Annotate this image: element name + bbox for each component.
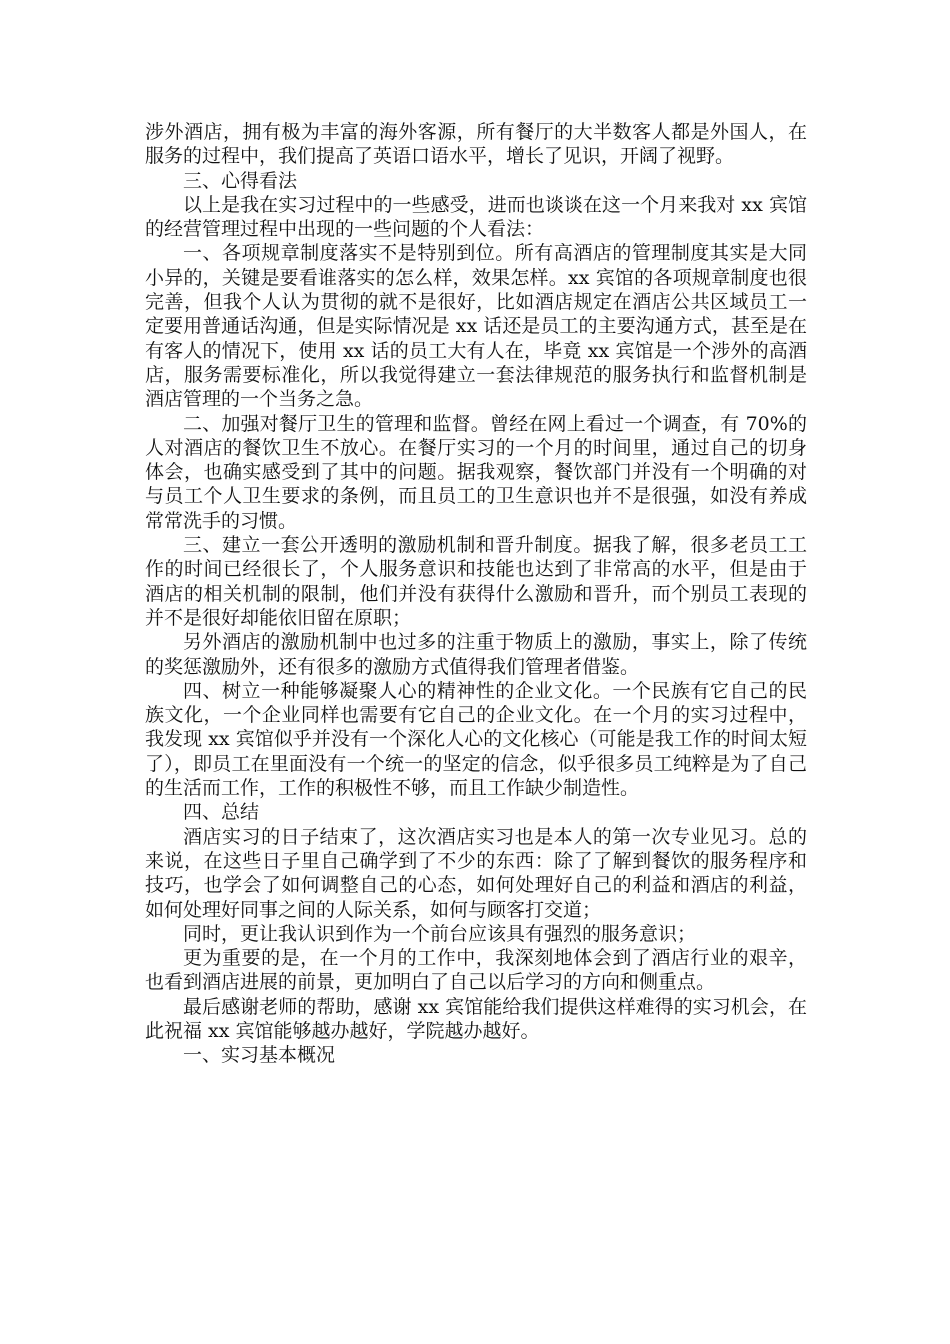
section-heading-summary: 四、总结 [183,801,260,824]
paragraph-point-hygiene: 二、加强对餐厅卫生的管理和监督。曾经在网上看过一个调查，有 70%的人对酒店的餐饮卫生不放心。在餐厅实习的一个月的时间里，通过自己的切身体会，也确实感受到了其中的问题。据我观察，餐饮部门并没有一个明确的对与员工个人卫生要求的条例，而且员工的卫生意识也并不是很强，如没有养成常常洗手的习惯。 [145,412,807,532]
document-body [145,120,807,1068]
paragraph-incentives-extra: 另外酒店的激励机制中也过多的注重于物质上的激励，事实上，除了传统的奖惩激励外，还有很多的激励方式值得我们管理者借鉴。 [145,631,807,678]
paragraph-summary-main: 酒店实习的日子结束了，这次酒店实习也是本人的第一次专业见习。总的来说，在这些日子里自己确学到了不少的东西：除了了解到餐饮的服务程序和技巧，也学会了如何调整自己的心态，如何处理好自己的利益和酒店的利益，如何处理好同事之间的人际关系，如何与顾客打交道； [145,825,807,921]
paragraph-thanks: 最后感谢老师的帮助，感谢 xx 宾馆能给我们提供这样难得的实习机会，在此祝福 xx 宾馆能够越办越好，学院越办越好。 [145,995,807,1042]
paragraph-point-incentives: 三、建立一套公开透明的激励机制和晋升制度。据我了解，很多老员工工作的时间已经很长了，个人服务意识和技能也达到了非常高的水平，但是由于酒店的相关机制的限制，他们并没有获得什么激励和晋升，而个别员工表现的并不是很好却能依旧留在原职； [145,534,807,629]
paragraph-continuation: 涉外酒店，拥有极为丰富的海外客源，所有餐厅的大半数客人都是外国人，在服务的过程中，我们提高了英语口语水平，增长了见识，开阔了视野。 [145,121,807,168]
paragraph-point-culture: 四、树立一种能够凝聚人心的精神性的企业文化。一个民族有它自己的民族文化，一个企业同样也需要有它自己的企业文化。在一个月的实习过程中，我发现 xx 宾馆似乎并没有一个深化人心的文化核心（可能是我工作的时间太短了），即员工在里面没有一个统一的坚定的信念，似乎很多员工纯粹是为了自己的生活而工作，工作的积极性不够，而且工作缺少制造性。 [145,679,807,800]
section-heading-overview: 一、实习基本概况 [183,1044,336,1067]
paragraph-point-rules: 一、各项规章制度落实不是特别到位。所有高酒店的管理制度其实是大同小异的，关键是要看谁落实的怎么样，效果怎样。xx 宾馆的各项规章制度也很完善，但我个人认为贯彻的就不是很好，比如酒店规定在酒店公共区域员工一定要用普通话沟通，但是实际情况是 xx 话还是员工的主要沟通方式，甚至是在有客人的情况下，使用 xx 话的员工大有人在，毕竟 xx 宾馆是一个涉外的高酒店，服务需要标准化，所以我觉得建立一套法律规范的服务执行和监督机制是酒店管理的一个当务之急。 [145,242,807,411]
section-heading-insights: 三、心得看法 [183,169,298,192]
paragraph-intro-views: 以上是我在实习过程中的一些感受，进而也谈谈在这一个月来我对 xx 宾馆的经营管理过程中出现的一些问题的个人看法： [145,193,807,241]
paragraph-summary-service: 同时，更让我认识到作为一个前台应该具有强烈的服务意识； [183,922,697,945]
paragraph-summary-important: 更为重要的是，在一个月的工作中，我深刻地体会到了酒店行业的艰辛，也看到酒店进展的前景，更加明白了自己以后学习的方向和侧重点。 [145,947,807,994]
